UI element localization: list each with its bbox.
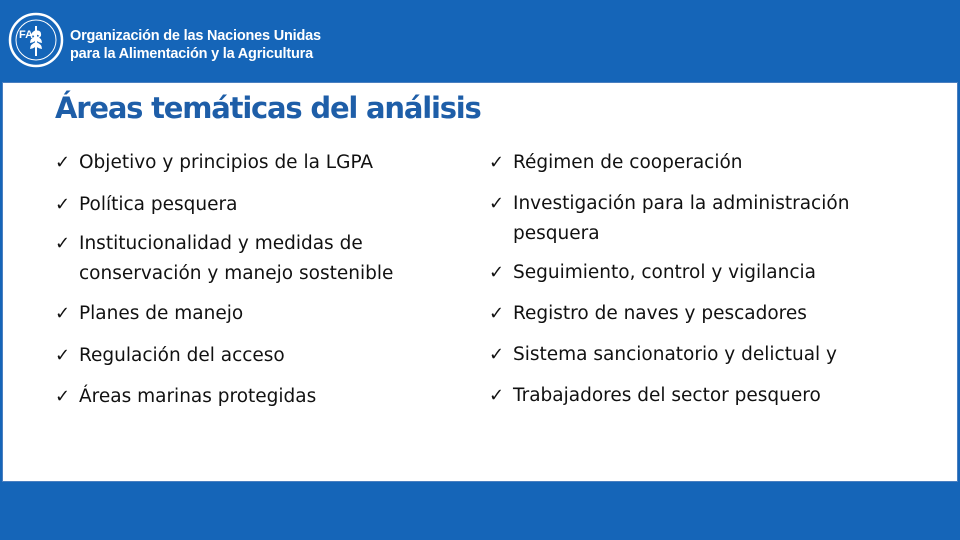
list-item-label: Institucionalidad y medidas de: [79, 233, 363, 254]
list-item-label: Política pesquera: [79, 194, 238, 215]
list-item-label-cont: conservación y manejo sostenible: [79, 263, 394, 284]
list-item-label: Régimen de cooperación: [513, 152, 743, 173]
list-item-label: Registro de naves y pescadores: [513, 303, 807, 324]
check-icon: ✓: [55, 152, 71, 173]
slide-title: Áreas temáticas del análisis: [55, 91, 481, 125]
check-icon: ✓: [55, 233, 71, 254]
list-item-label: Áreas marinas protegidas: [79, 386, 317, 407]
list-item: [55, 299, 243, 329]
list-item: [55, 148, 373, 178]
list-item: [489, 340, 837, 370]
check-icon: ✓: [489, 385, 505, 406]
list-item-label: Planes de manejo: [79, 303, 244, 324]
list-item: [489, 258, 816, 288]
fao-logo-icon: [8, 12, 64, 68]
list-item-label: Regulación del acceso: [79, 345, 285, 366]
list-item: [489, 381, 821, 411]
check-icon: ✓: [489, 303, 505, 324]
header-bar: [0, 0, 960, 80]
check-icon: ✓: [55, 194, 71, 215]
check-icon: ✓: [489, 262, 505, 283]
org-name-line1: Organización de las Naciones Unidas: [70, 28, 321, 44]
list-item-label: Sistema sancionatorio y delictual y: [513, 344, 837, 365]
list-item-label: Trabajadores del sector pesquero: [513, 385, 821, 406]
list-item: [55, 229, 393, 289]
list-item: [55, 382, 316, 412]
list-item: [55, 190, 237, 220]
list-item-label: Investigación para la administración: [513, 193, 850, 214]
list-item: [489, 189, 849, 249]
check-icon: ✓: [55, 386, 71, 407]
organization-name: [70, 27, 321, 63]
check-icon: ✓: [55, 345, 71, 366]
check-icon: ✓: [489, 344, 505, 365]
list-item: [55, 341, 285, 371]
list-item-label-cont: pesquera: [513, 223, 600, 244]
check-icon: ✓: [55, 303, 71, 324]
logo-letter-f: FAO: [19, 29, 42, 41]
list-item-label: Objetivo y principios de la LGPA: [79, 152, 374, 173]
list-item: [489, 299, 807, 329]
list-item-label: Seguimiento, control y vigilancia: [513, 262, 816, 283]
list-item: [489, 148, 743, 178]
footer-bar: [0, 484, 960, 540]
content-panel: [2, 82, 958, 482]
org-name-line2: para la Alimentación y la Agricultura: [70, 46, 313, 62]
check-icon: ✓: [489, 152, 505, 173]
check-icon: ✓: [489, 193, 505, 214]
